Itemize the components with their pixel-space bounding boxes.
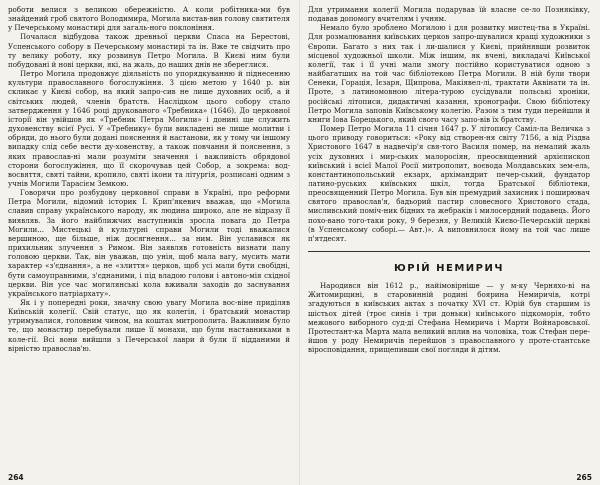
paragraph: Немало було зроблено Могилою і для розвитку мистец-тва в Україні. Для розмалювання київських церков запро-шувалися кращі художники з Європи. Багато з них так і ли-шалися у Києві, прийнявши розвиток місцевої художньої школи. Між іншим, як вчені, викладачі Київської колегії, так і її учні мали змогу постійно користуватися одною з найбагатших на той час бібліотекою Петра Могили. В ній були твори Сенеки, Горація, Ієзаря, Щипрова, Макіявел-лі, трактати Аквінати та ін. Проте, з латиномовною літера-турою сусідували польські хроніки, російські літописи, дидактичні казання, хронографи. Свою бібліотеку Петро Могила заповів Київському колегію. Разом з тим туди перейшли й книги Іова Борецького, який свого часу запо-вів їх братству. (308, 23, 590, 124)
section-heading-block (308, 243, 590, 281)
paragraph: Помер Петро Могила 11 січня 1647 р. У літопису Саміл-ла Величка з цього приводу говориться: «Року від створен-ня світу 7156, а від Різдва Христового 1647 в надвечір'я свя-того Василя помер, на немалий жаль усіх духовних і мир-ських малоросіян, преосвященний архієпископ київський і всієї Малої Росії митрополит, воєвода Молдавських зем-ель, константинопольський екзарх, архімандрит печер-ський, фундатор латино-руських київських шкіл, тогда Братської бібліотеки, преосвященний Петро Могила. Був він премудрий захисник і поширювач святого православ'я, бадьорий пастир словесного Христового стада, мисливський поміч-ник бідних та жебраків і милосердний подавець. Його похо-вано того-таки року, 9 березня, у Великій Києво-Печерській церкві (в Успенському соборі.— Авт.)». А виповнилося йому на той час лише п'ятдесят. (308, 124, 590, 243)
paragraph: Почалася відбудова також древньої церкви Спаса на Берестові, Успенського собору в Печерському монастирі та ін. Вже те свідчить про ту велику роботу, яку розвинув Петро Могила. В Києві ним були побудовані й нові церкви, які, на жаль, до наших днів не збереглися. (8, 32, 290, 69)
heading-rule (308, 251, 590, 252)
paragraph: Говорячи про розбудову церковної справи в Україні, про реформи Петра Могили, відомий історик І. Крип'якевич вважав, що «Могила славив справу українського народу, як людина широко, але не відразу її виявляв. За його найближчих наступників зросла повага до Петра Могили... Мистецькі й культурні справи Могили тоді вважалися вершиною, ще більше, ніж досягнення... за ним. Він уславився як прихильник злучення з Римом. Він заявляв готовність визнати папу головою церкви. Так, він уважав, що унія, щоб мала вагу, мусить мати характер «з'єднання», а не «злиття» церков, щоб усі мали бути свобідні, бути самоуправними, з'єднаними, і під владою голови і автоно-мія східної церкви. Він усе час могилянські кола вживали заходів до заснування українського патріархату». (8, 188, 290, 298)
paragraph: Для утримання колегії Могила подарував їй власне се-ло Позняківку, подавав допомогу вчителям і учням. (308, 5, 590, 24)
right-page (308, 5, 590, 475)
paragraph: Як і у попередні роки, значну свою увагу Могила вос-віне приділяв Київській колегії. Свій статус, що як колегія, і братський монастир утримувалися, головним чином, на коштах митрополита. Важливим було те, що монастир перебували лише її монахи, що були наставниками в коле-гії. Всі вони вийшли з Печерської лаври й були ії відданими й вірністю православ'ю. (8, 298, 290, 353)
page-number-left: 264 (8, 473, 24, 482)
section-heading: ЮРІЙ НЕМИРИЧ (394, 262, 504, 274)
paragraph: Народився він 1612 р., найімовірніше — у м-ку Черняхо-ві на Житомирщині, в старовинній родині боярина Немиричів, котрі згадуються в київських актах з початку XVI ст. Юрій був старшим із шістьох дітей (троє синів і три доньки) київського підкоморія, тобто межового виборного суд-ді Стефана Немирича і Марти Войнаровської. Протестант-ка Марта мала великий вплив на чоловіка, тож Стефан пере-йшов у роду Немиричів перейшов з православного у проте-стантське віросповідання, прищепивши свої погляди й дітям. (308, 281, 590, 355)
paragraph: роботи велися з великою обережністю. А коли робітника-ми був знайдений гроб святого Володимира, Могила вистав-вив голову святителя у Печерському монастирі для загаль-ного поклоніння. (8, 5, 290, 33)
paragraph: Петро Могила продовжує діяльність по упорядкуванню й піднесенню культури православного богослужіння. З цією метою у 1640 р. він скликає у Києві собор, на який запро-сив не лише духовних осіб, а й світських людей, членів братств. Наслідком цього собору стало затвердження у 1646 році друкованого «Требника» (1646). До церковної історії він увійшов як «Требник Петра Могили» і донині ще служить духовенству всієї Русі. У «Требнику» були викладені не лише молитви і обряди, до нього були додані пояснення й настанови, як у тому чи іншому випадку слід себе вести ду-ховенству, а також повчання й пояснення, з яких православ-ні мали розуміти значення і важливість обрядової сторони богослужіння, що її скорочував цей Собор, а зокрема: вод-восвяття, святі тайни, кропило, святі ікони та літургія, розписані одним з учнів Могили Тарасієм Земкою. (8, 69, 290, 188)
left-page (8, 5, 290, 475)
left-text-column (8, 5, 290, 353)
right-text-column (308, 5, 590, 354)
book-gutter (299, 0, 300, 485)
page-number-right: 265 (576, 473, 592, 482)
